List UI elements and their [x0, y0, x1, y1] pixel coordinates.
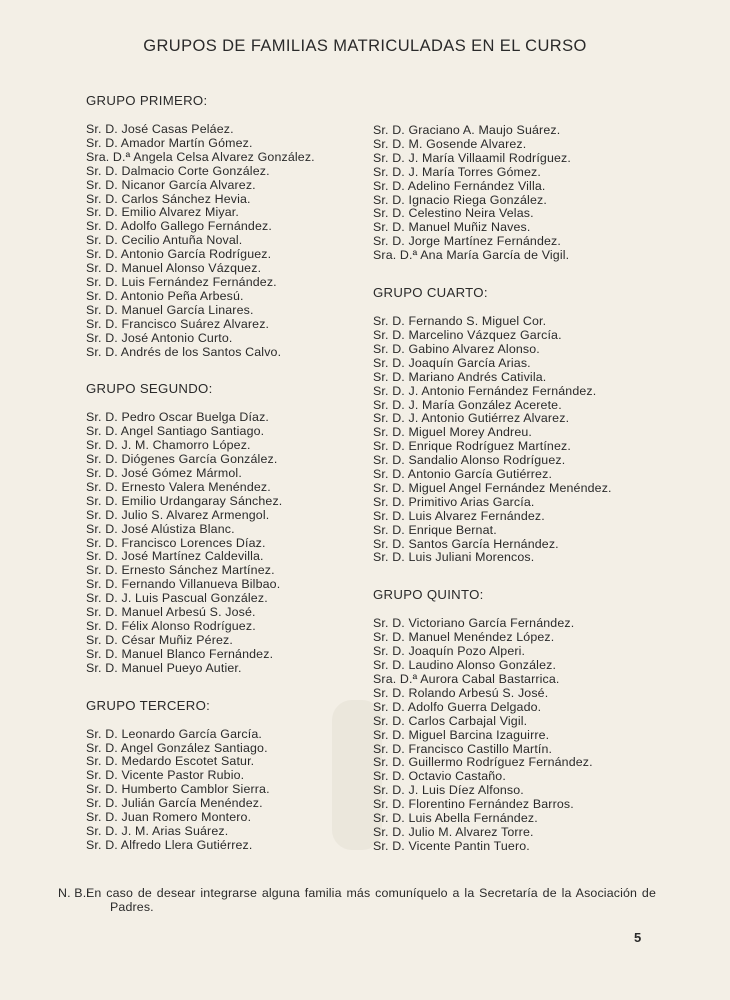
member-name: Sr. D. Mariano Andrés Cativila. — [373, 369, 547, 384]
member-name: Sr. D. Julio S. Alvarez Armengol. — [86, 507, 270, 522]
member-name: Sr. D. Angel Santiago Santiago. — [86, 424, 265, 439]
page-number: 5 — [634, 930, 642, 945]
member-name: Sr. D. Carlos Sánchez Hevia. — [86, 191, 251, 206]
member-name: Sr. D. Antonio García Gutiérrez. — [373, 467, 553, 482]
group-tercero — [86, 698, 371, 853]
member-name: Sr. D. José Martínez Caldevilla. — [86, 549, 264, 564]
member-name: Sr. D. Luis Abella Fernández. — [373, 811, 538, 826]
group-title: GRUPO TERCERO: — [86, 697, 211, 713]
member-name: Sr. D. Celestino Neira Velas. — [373, 206, 534, 221]
member-name: Sr. D. Miguel Morey Andreu. — [373, 425, 532, 440]
member-name: Sr. D. Angel González Santiago. — [86, 740, 268, 755]
member-name: Sr. D. Marcelino Vázquez García. — [373, 327, 562, 342]
member-list — [373, 315, 673, 565]
member-name: Sr. D. Manuel Menéndez López. — [373, 630, 555, 645]
member-name: Sr. D. Humberto Camblor Sierra. — [86, 782, 270, 797]
member-name: Sra. D.ª Angela Celsa Alvarez González. — [86, 149, 315, 164]
group-cuarto — [373, 285, 673, 565]
member-name: Sr. D. Adelino Fernández Villa. — [373, 178, 546, 193]
member-name: Sr. D. Ernesto Valera Menéndez. — [86, 479, 271, 494]
member-name: Sr. D. J. M. Arias Suárez. — [86, 823, 229, 838]
footnote-text: En caso de desear integrarse alguna familia más comuníquelo a la Secretaría de la Asociación de Padres. — [86, 886, 656, 915]
member-name: Sr. D. Juan Romero Montero. — [86, 810, 252, 825]
member-name: Sr. D. J. María González Acerete. — [373, 397, 562, 412]
member-name: Sr. D. Luis Alvarez Fernández. — [373, 508, 545, 523]
member-name: Sr. D. Cecilio Antuña Noval. — [86, 233, 243, 248]
member-name: Sr. D. Luis Juliani Morencos. — [373, 550, 535, 565]
member-name: Sr. D. Laudino Alonso González. — [373, 658, 557, 673]
member-name: Sr. D. Julio M. Alvarez Torre. — [373, 824, 534, 839]
member-name: Sr. D. Primitivo Arias García. — [373, 494, 535, 509]
member-name: Sr. D. Victoriano García Fernández. — [373, 616, 575, 631]
group-title: GRUPO PRIMERO: — [86, 93, 208, 108]
member-name: Sr. D. J. Antonio Fernández Fernández. — [373, 383, 597, 398]
member-name: Sr. D. Enrique Rodríguez Martínez. — [373, 439, 571, 454]
member-name: Sr. D. Fernando S. Miguel Cor. — [373, 314, 547, 329]
footnote — [58, 886, 656, 915]
left-column — [86, 93, 371, 875]
member-name: Sr. D. Octavio Castaño. — [373, 769, 506, 784]
group-title: GRUPO QUINTO: — [373, 587, 484, 603]
member-name: Sr. D. Enrique Bernat. — [373, 522, 497, 537]
member-name: Sr. D. Francisco Castillo Martín. — [373, 741, 553, 756]
member-name: Sr. D. Manuel Arbesú S. José. — [86, 605, 256, 620]
member-name: Sr. D. Luis Fernández Fernández. — [86, 274, 277, 289]
member-name: Sr. D. Manuel Pueyo Autier. — [86, 660, 242, 675]
member-name: Sr. D. Francisco Suárez Alvarez. — [86, 316, 270, 331]
member-name: Sr. D. M. Gosende Alvarez. — [373, 136, 527, 151]
member-name: Sr. D. Carlos Carbajal Vigil. — [373, 713, 528, 728]
member-name: Sr. D. J. María Villaamil Rodríguez. — [373, 150, 571, 165]
member-list — [86, 411, 371, 675]
member-name: Sr. D. Dalmacio Corte González. — [86, 163, 270, 178]
member-name: Sr. D. Andrés de los Santos Calvo. — [86, 344, 282, 359]
member-name: Sr. D. José Casas Peláez. — [86, 122, 234, 136]
member-name: Sr. D. Miguel Barcina Izaguirre. — [373, 727, 550, 742]
member-name: Sr. D. Santos García Hernández. — [373, 536, 559, 551]
member-name: Sr. D. Pedro Oscar Buelga Díaz. — [86, 410, 270, 425]
member-list — [86, 123, 371, 359]
member-list — [373, 617, 673, 853]
member-name: Sr. D. Antonio Peña Arbesú. — [86, 288, 244, 303]
member-name: Sr. D. J. Luis Pascual González. — [86, 591, 268, 606]
member-name: Sr. D. Alfredo Llera Gutiérrez. — [86, 837, 253, 852]
member-name: Sr. D. Ignacio Riega González. — [373, 192, 547, 207]
member-name: Sr. D. Antonio García Rodríguez. — [86, 247, 272, 262]
member-name: Sr. D. Sandalio Alonso Rodríguez. — [373, 453, 566, 468]
member-name: Sr. D. Manuel García Linares. — [86, 302, 254, 317]
member-name: Sr. D. Amador Martín Gómez. — [86, 135, 253, 150]
member-name: Sr. D. José Gómez Mármol. — [86, 466, 242, 481]
member-name: Sr. D. Emilio Alvarez Miyar. — [86, 205, 239, 220]
member-name: Sr. D. Joaquín García Arias. — [373, 355, 531, 370]
group-primero — [86, 93, 371, 359]
group-tercero-continued — [373, 124, 673, 263]
member-name: Sr. D. Ernesto Sánchez Martínez. — [86, 563, 275, 578]
member-name: Sr. D. Manuel Muñiz Naves. — [373, 220, 531, 235]
page-title: GRUPOS DE FAMILIAS MATRICULADAS EN EL CURSO — [143, 37, 587, 55]
member-name: Sr. D. Medardo Escotet Satur. — [86, 754, 255, 769]
member-name: Sr. D. Manuel Alonso Vázquez. — [86, 261, 262, 276]
member-name: Sr. D. Vicente Pastor Rubio. — [86, 768, 245, 783]
member-name: Sr. D. Fernando Villanueva Bilbao. — [86, 577, 281, 592]
member-name: Sr. D. Gabino Alvarez Alonso. — [373, 341, 540, 356]
member-name: Sr. D. J. M. Chamorro López. — [86, 438, 251, 453]
member-name: Sr. D. César Muñiz Pérez. — [86, 632, 233, 647]
member-name: Sr. D. Graciano A. Maujo Suárez. — [373, 123, 561, 137]
member-name: Sra. D.ª Aurora Cabal Bastarrica. — [373, 672, 560, 686]
member-name: Sr. D. J. María Torres Gómez. — [373, 164, 541, 179]
member-name: Sr. D. Jorge Martínez Fernández. — [373, 234, 561, 249]
member-name: Sr. D. Leonardo García García. — [86, 726, 262, 741]
member-name: Sr. D. Joaquín Pozo Alperi. — [373, 644, 526, 659]
member-name: Sr. D. J. Luis Díez Alfonso. — [373, 783, 524, 798]
footnote-label: N. B.: — [58, 886, 90, 900]
right-column — [373, 124, 673, 876]
member-name: Sr. D. Adolfo Guerra Delgado. — [373, 699, 542, 714]
member-list — [86, 728, 371, 853]
member-name: Sr. D. Vicente Pantin Tuero. — [373, 838, 530, 853]
member-list — [373, 124, 673, 263]
group-quinto — [373, 587, 673, 853]
member-name: Sr. D. Rolando Arbesú S. José. — [373, 685, 549, 700]
group-title: GRUPO SEGUNDO: — [86, 381, 213, 397]
member-name: Sr. D. Florentino Fernández Barros. — [373, 797, 574, 812]
member-name: Sr. D. Guillermo Rodríguez Fernández. — [373, 755, 593, 770]
member-name: Sr. D. José Alústiza Blanc. — [86, 521, 235, 536]
member-name: Sr. D. Nicanor García Alvarez. — [86, 177, 256, 192]
member-name: Sr. D. J. Antonio Gutiérrez Alvarez. — [373, 411, 570, 426]
member-name: Sr. D. Diógenes García González. — [86, 452, 278, 467]
member-name: Sr. D. Francisco Lorences Díaz. — [86, 535, 266, 550]
member-name: Sr. D. Félix Alonso Rodríguez. — [86, 619, 256, 633]
member-name: Sr. D. Emilio Urdangaray Sánchez. — [86, 493, 283, 508]
member-name: Sra. D.ª Ana María García de Vigil. — [373, 248, 570, 263]
member-name: Sr. D. José Antonio Curto. — [86, 330, 233, 345]
group-title: GRUPO CUARTO: — [373, 285, 488, 301]
member-name: Sr. D. Adolfo Gallego Fernández. — [86, 219, 272, 234]
group-segundo — [86, 381, 371, 675]
member-name: Sr. D. Julián García Menéndez. — [86, 796, 263, 811]
member-name: Sr. D. Manuel Blanco Fernández. — [86, 646, 274, 661]
member-name: Sr. D. Miguel Angel Fernández Menéndez. — [373, 480, 612, 495]
